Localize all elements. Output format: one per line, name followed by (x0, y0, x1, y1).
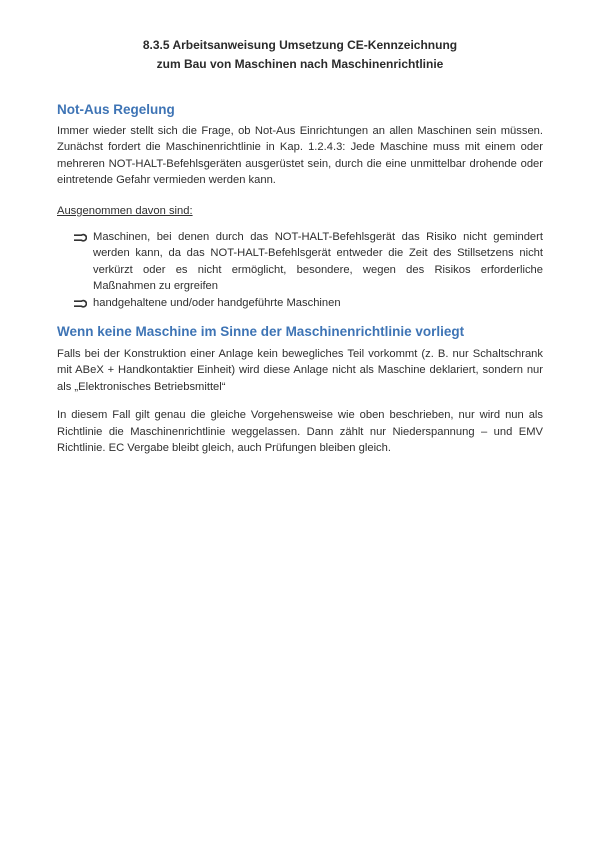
paragraph-not-aus: Immer wieder stellt sich die Frage, ob Not-Aus Einrichtungen an allen Maschinen sein müssen. Zunächst fordert die Maschinenrichtlinie in Kap. 1.2.4.3: Jede Maschine muss mit einem oder mehreren NOT-HALT-Befehlsgeräten ausgerüstet sein, durch die eine unmittelbar drohende oder eintretende Gefahr vermieden werden kann. (57, 125, 543, 187)
list-item (57, 229, 543, 295)
exceptions-intro-line: Ausgenommen davon sind: (57, 204, 193, 217)
section-heading-keine-maschine: Wenn keine Maschine im Sinne der Maschinenrichtlinie vorliegt (57, 324, 465, 340)
document-title (57, 36, 543, 74)
paragraph-keine-maschine-1: Falls bei der Konstruktion einer Anlage kein bewegliches Teil vorkommt (z. B. nur Schaltschrank mit ABeX + Handkontaktier Einheit) wird diese Anlage nicht als Maschine deklariert, sondern nur als „Elektronisches Betriebsmittel“ (57, 348, 543, 393)
document-title-line2: zum Bau von Maschinen nach Maschinenrichtlinie (156, 57, 444, 71)
arrow-loop-bullet-icon (74, 299, 87, 308)
section-heading-not-aus-regelung: Not-Aus Regelung (57, 102, 175, 117)
document-title-line1: 8.3.5 Arbeitsanweisung Umsetzung CE-Kennzeichnung (142, 38, 458, 52)
list-item-text: Maschinen, bei denen durch das NOT-HALT-Befehlsgerät das Risiko nicht gemindert werden kann, da das NOT-HALT-Befehlsgerät entweder die Zeit des Stillsetzens nicht verkürzt oder es nicht ermöglicht, besondere, wegen des Risikos erforderliche Maßnahmen zu ergreifen (93, 231, 543, 293)
arrow-loop-bullet-icon (74, 233, 87, 242)
list-item-text: handgehaltene und/oder handgeführte Maschinen (93, 296, 341, 309)
list-item (57, 295, 543, 311)
paragraph-keine-maschine-2: In diesem Fall gilt genau die gleiche Vorgehensweise wie oben beschrieben, nur wird nun als Richtlinie die Maschinenrichtlinie weggelassen. Dann zählt nur Niederspannung – und EMV Richtlinie. EC Vergabe bleibt gleich, auch Prüfungen bleiben gleich. (57, 409, 543, 455)
exceptions-list (57, 229, 543, 311)
